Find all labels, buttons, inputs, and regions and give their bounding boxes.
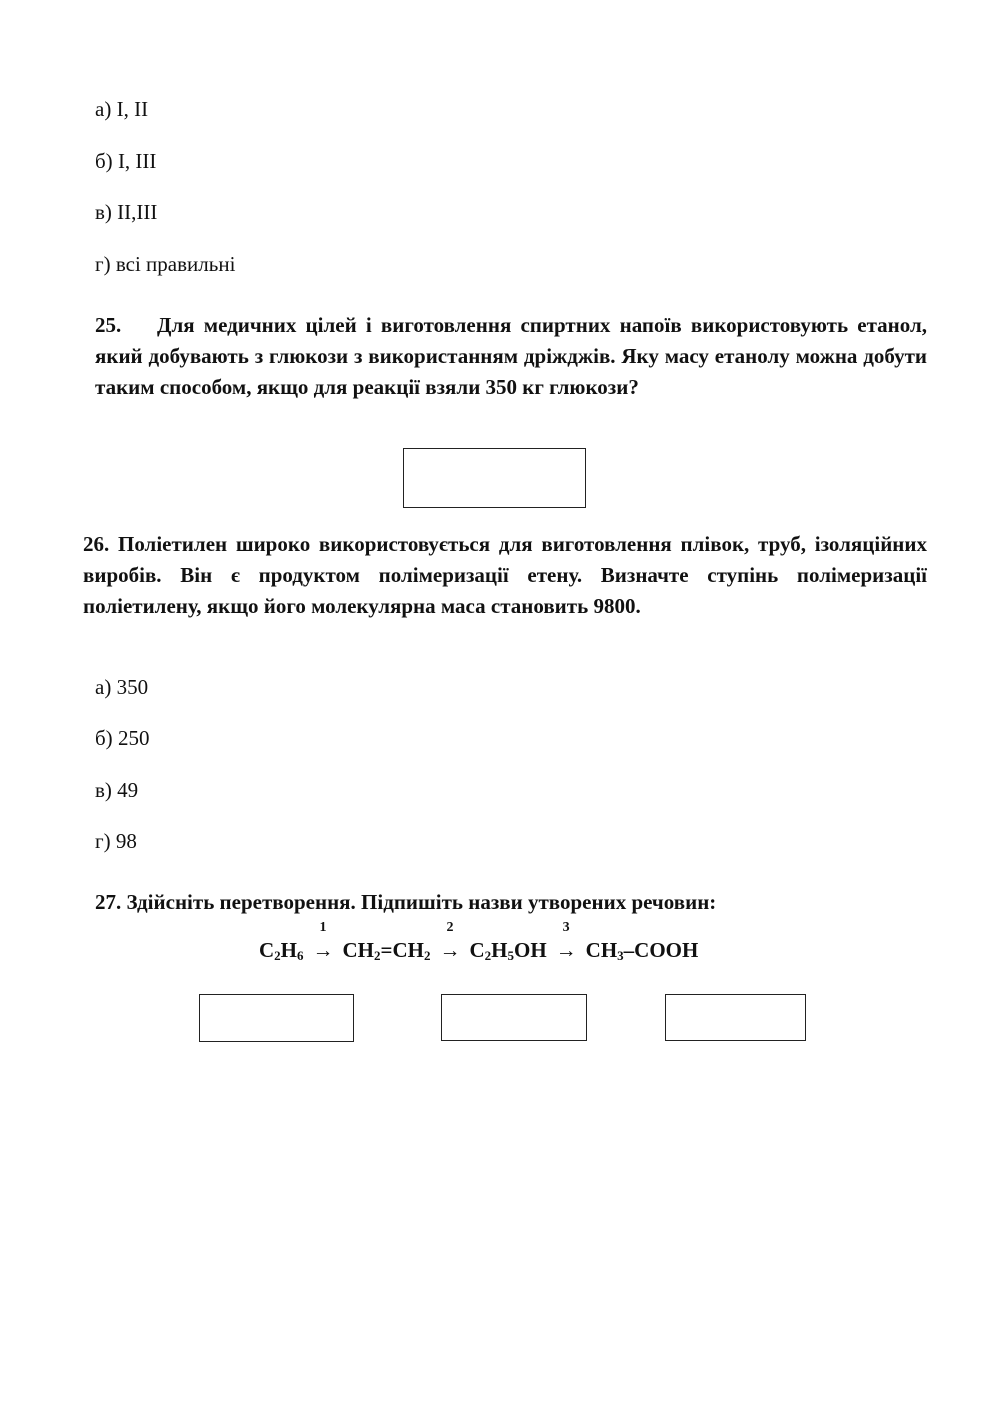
q24-option-a[interactable]: а) І, ІІ: [95, 97, 149, 121]
q25-answer-box[interactable]: [403, 448, 586, 508]
reaction-arrow-2: 2 →: [439, 935, 460, 965]
reaction-arrow-3: 3 →: [556, 935, 577, 965]
q26-option-b[interactable]: б) 250: [95, 726, 150, 750]
q27-answer-box-2[interactable]: [441, 994, 587, 1041]
step-number-1: 1: [319, 920, 327, 935]
q26-option-d[interactable]: г) 98: [95, 829, 137, 853]
q24-option-d[interactable]: г) всі правильні: [95, 252, 236, 276]
q26-question: Поліетилен широко використовується для виготовлення плівок, труб, ізоляційних виробів. Він є продуктом полімеризації етену. Визначте ступінь полімеризації поліетилену, якщо його молекулярна маса становить 9800.: [83, 532, 927, 618]
q25-number: 25.: [95, 313, 122, 337]
q26-text-block: [83, 529, 927, 622]
q24-option-b[interactable]: б) І, ІІІ: [95, 149, 157, 173]
substance-ethene: $CH_2=CH_2$: [342, 938, 431, 963]
substance-acetic-acid: $CH_3$–COOH: [585, 938, 699, 963]
q27-answer-box-1[interactable]: [199, 994, 354, 1042]
substance-ethane: $C_2H_6$: [259, 938, 304, 963]
q25-text-block: [95, 310, 927, 403]
q25-question: Для медичних цілей і виготовлення спиртних напоїв використовують етанол, який добувають з глюкози з використанням дріжджів. Яку масу етанолу можна добути таким способом, якщо для реакції взяли 350 кг глюкози?: [95, 313, 927, 399]
reaction-chain: [259, 920, 699, 971]
q26-option-c[interactable]: в) 49: [95, 778, 139, 802]
q27-question: Здійсніть перетворення. Підпишіть назви утворених речовин:: [126, 890, 717, 914]
step-number-2: 2: [446, 920, 454, 935]
q24-option-c[interactable]: в) ІІ,ІІІ: [95, 200, 158, 224]
reaction-arrow-1: 1 →: [313, 935, 334, 965]
q27-answer-box-3[interactable]: [665, 994, 806, 1041]
q26-option-a[interactable]: а) 350: [95, 675, 149, 699]
step-number-3: 3: [562, 920, 570, 935]
substance-ethanol: $C_2H_5OH$: [469, 938, 547, 963]
q27-text-block: [95, 887, 927, 918]
q27-number: 27.: [95, 890, 122, 914]
q26-number: 26.: [83, 532, 110, 556]
